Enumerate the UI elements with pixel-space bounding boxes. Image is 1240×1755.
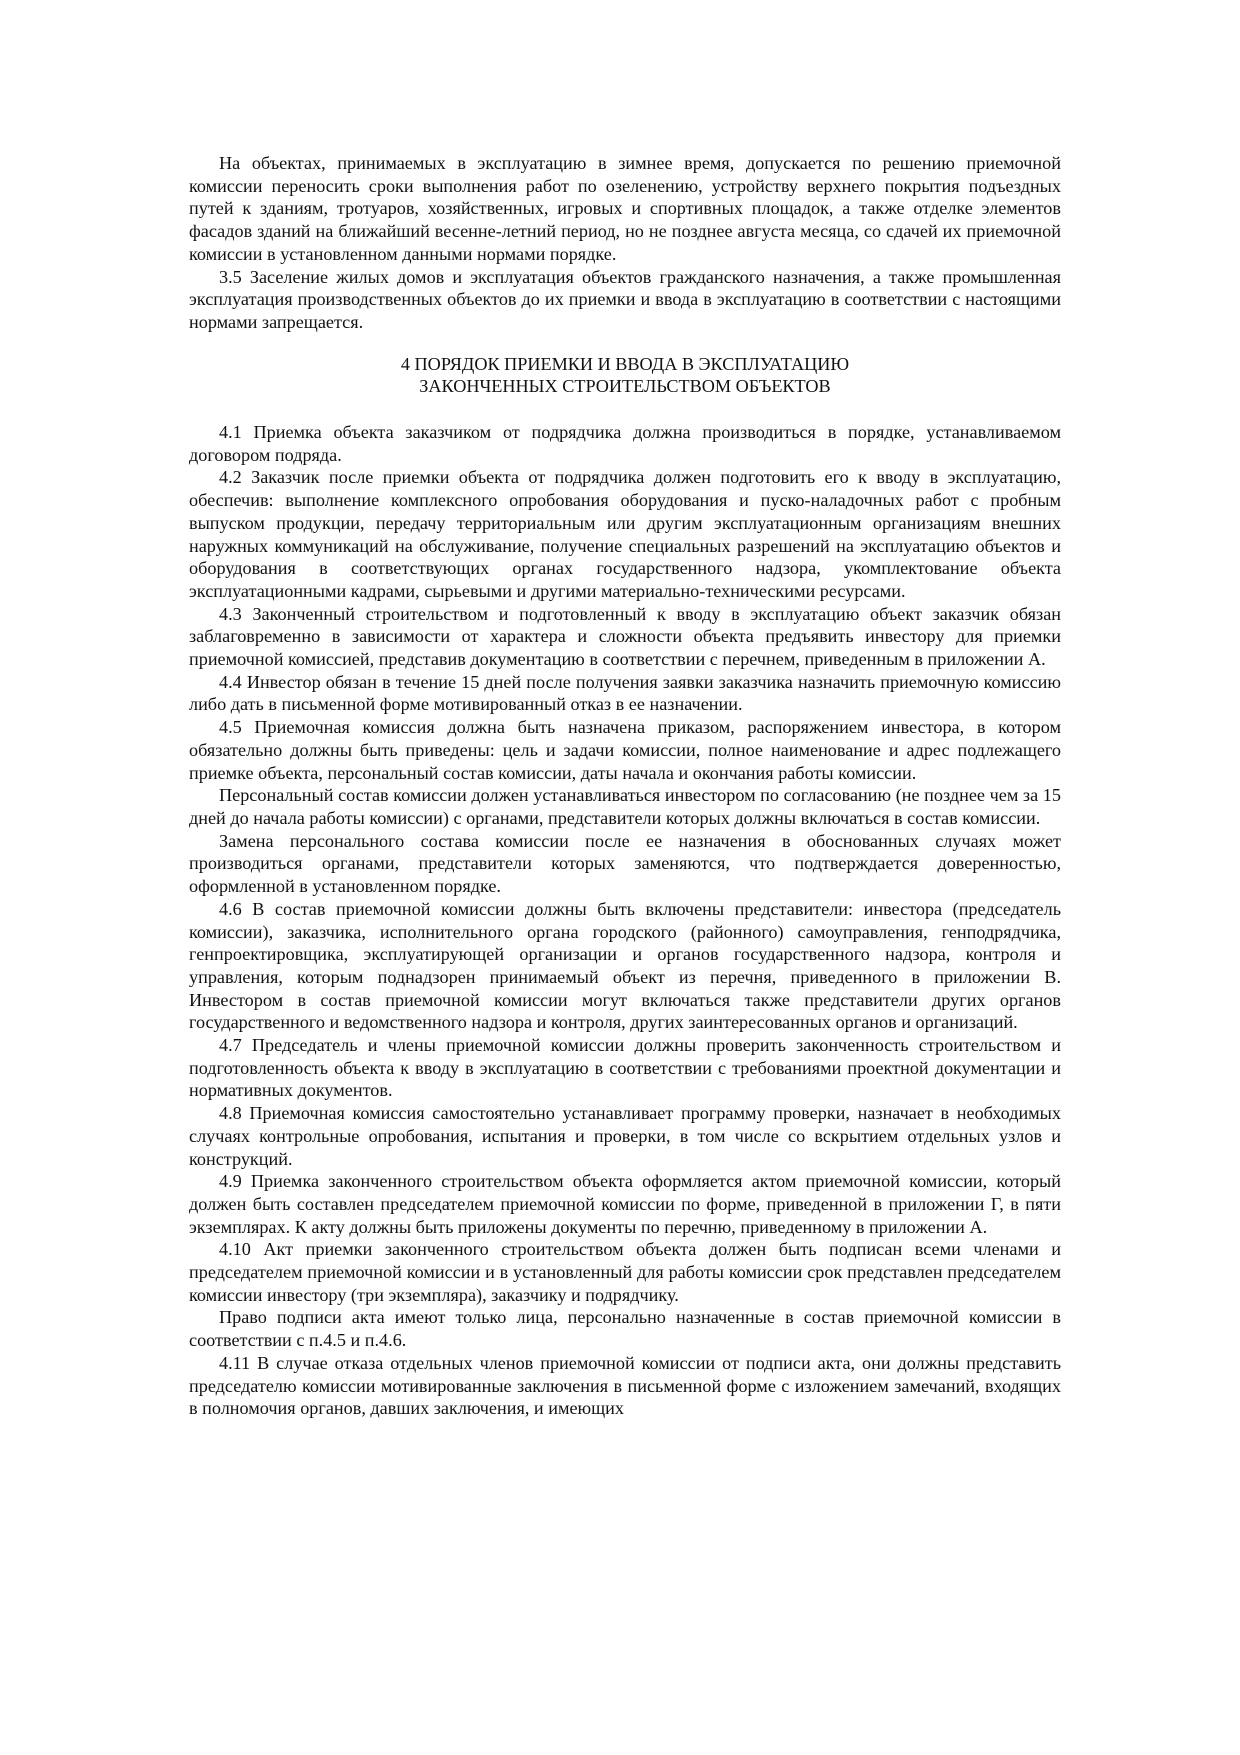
paragraph-4-5-replacement: Замена персонального состава комиссии после ее назначения в обоснованных случаях может производиться органами, представители которых заменяются, что подтверждается доверенностью, оформленной в установленном порядке. — [189, 830, 1061, 897]
section-heading — [189, 353, 1061, 398]
paragraph-4-4: 4.4 Инвестор обязан в течение 15 дней после получения заявки заказчика назначить приемочную комиссию либо дать в письменной форме мотивированный отказ в ее назначении. — [189, 671, 1061, 715]
paragraph-4-10: 4.10 Акт приемки законченного строительством объекта должен быть подписан всеми членами и председателем приемочной комиссии и в установленный для работы комиссии срок представлен председателем комиссии инвестору (три экземпляра), заказчику и подрядчику. — [189, 1239, 1061, 1305]
paragraph-3-5: 3.5 Заселение жилых домов и эксплуатация объектов гражданского назначения, а также промышленная эксплуатация производственных объектов до их приемки и ввода в эксплуатацию в соответствии с настоящими нормами запрещается. — [189, 266, 1061, 332]
paragraph-4-8: 4.8 Приемочная комиссия самостоятельно устанавливает программу проверки, назначает в необходимых случаях контрольные опробования, испытания и проверки, в том числе со вскрытием отдельных узлов и конструкций. — [189, 1103, 1061, 1169]
section-heading-line-2: ЗАКОНЧЕННЫХ СТРОИТЕЛЬСТВОМ ОБЪЕКТОВ — [419, 376, 831, 397]
paragraph-4-10-signature-right: Право подписи акта имеют только лица, персонально назначенные в состав приемочной комиссии в соответствии с п.4.5 и п.4.6. — [189, 1307, 1061, 1351]
paragraph-winter-acceptance: На объектах, принимаемых в эксплуатацию в зимнее время, допускается по решению приемочной комиссии переносить сроки выполнения работ по озеленению, устройству верхнего покрытия подъездных путей к зданиям, тротуаров, хозяйственных, игровых и спортивных площадок, а также отделке элементов фасадов зданий на ближайший весенне-летний период, но не позднее августа месяца, со сдачей их приемочной комиссии в установленном данными нормами порядке. — [189, 153, 1061, 264]
paragraph-4-1: 4.1 Приемка объекта заказчиком от подрядчика должна производиться в порядке, устанавливаемом договором подряда. — [189, 422, 1061, 465]
paragraph-4-5-personnel: Персональный состав комиссии должен устанавливаться инвестором по согласованию (не позднее чем за 15 дней до начала работы комиссии) с органами, представители которых должны включаться в состав комиссии. — [189, 785, 1061, 828]
section-heading-line-1: 4 ПОРЯДОК ПРИЕМКИ И ВВОДА В ЭКСПЛУАТАЦИЮ — [400, 353, 850, 374]
paragraph-4-3: 4.3 Законченный строительством и подготовленный к вводу в эксплуатацию объект заказчик обязан заблаговременно в зависимости от характера и сложности объекта предъявить инвестору для приемки приемочной комиссией, представив документацию в соответствии с перечнем, приведенным в приложении А. — [189, 603, 1061, 670]
paragraph-4-5: 4.5 Приемочная комиссия должна быть назначена приказом, распоряжением инвестора, в котором обязательно должны быть приведены: цель и задачи комиссии, полное наименование и адрес подлежащего приемке объекта, персональный состав комиссии, даты начала и окончания работы комиссии. — [189, 717, 1061, 783]
paragraph-4-2: 4.2 Заказчик после приемки объекта от подрядчика должен подготовить его к вводу в эксплуатацию, обеспечив: выполнение комплексного опробования оборудования и пуско-наладочных работ с пробным выпуском продукции, передачу территориальным или другим эксплуатационным организациям внешних наружных коммуникаций на обслуживание, получение специальных разрешений на эксплуатацию объектов и оборудования в соответствующих органах государственного надзора, укомплектование объекта эксплуатационными кадрами, сырьевыми и другими материально-техническими ресурсами. — [189, 467, 1061, 601]
paragraph-4-11: 4.11 В случае отказа отдельных членов приемочной комиссии от подписи акта, они должны представить председателю комиссии мотивированные заключения в письменной форме с изложением замечаний, входящих в полномочия органов, давших заключения, и имеющих — [189, 1352, 1061, 1419]
paragraph-4-6: 4.6 В состав приемочной комиссии должны быть включены представители: инвестора (председатель комиссии), заказчика, исполнительного органа городского (районного) самоуправления, генподрядчика, генпроектировщика, эксплуатирующей организации и органов государственного надзора, контроля и управления, которым поднадзорен принимаемый объект из перечня, приведенного в приложении В. Инвестором в состав приемочной комиссии могут включаться также представители других органов государственного и ведомственного надзора и контроля, других заинтересованных органов и организаций. — [189, 898, 1061, 1033]
paragraph-4-9: 4.9 Приемка законченного строительством объекта оформляется актом приемочной комиссии, который должен быть составлен председателем приемочной комиссии по форме, приведенной в приложении Г, в пяти экземплярах. К акту должны быть приложены документы по перечню, приведенному в приложении А. — [189, 1171, 1061, 1237]
document-page — [189, 152, 1061, 1420]
paragraph-4-7: 4.7 Председатель и члены приемочной комиссии должны проверить законченность строительством и подготовленность объекта к вводу в эксплуатацию в соответствии с требованиями проектной документации и нормативных документов. — [189, 1035, 1061, 1101]
